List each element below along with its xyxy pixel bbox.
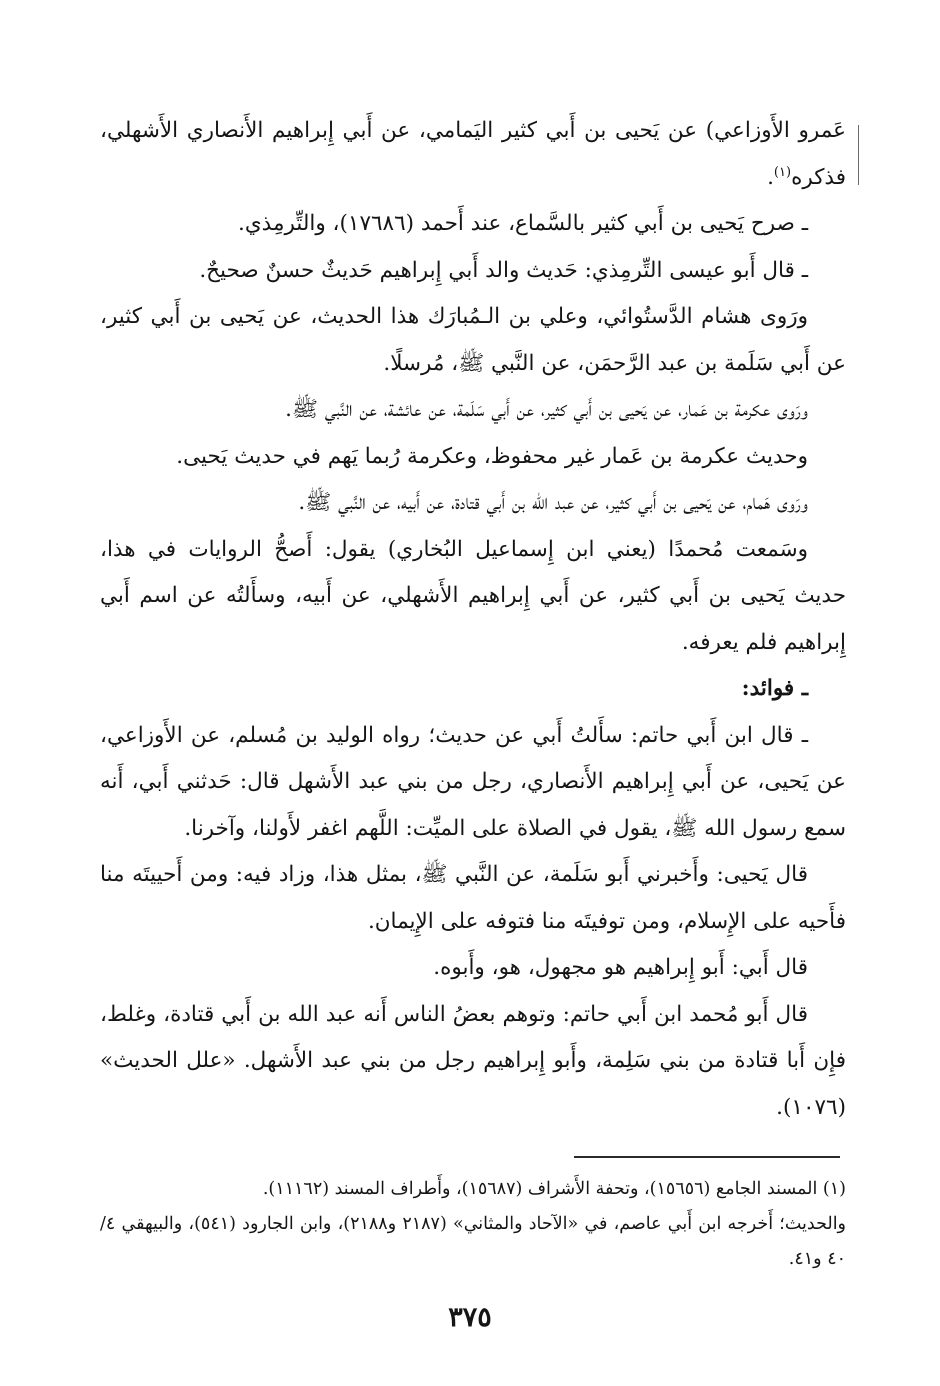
- paragraph-3: ـ قال أَبو عيسى التِّرمِذي: حَديث والد أَبي إِبراهيم حَديثٌ حسنٌ صحيحٌ.: [199, 257, 808, 283]
- benefits-heading: ـ فوائد:: [741, 676, 808, 701]
- paragraph-12: قال أَبو مُحمد ابن أَبي حاتم: وتوهم بعضُ الناس أَنه عبد الله بن أَبي قتادة، وغلط، فإِن أَبا قتادة من بني سَلِمة، وأَبو إِبراهيم رجل من بني عبد الأَشهل. «علل الحديث» (١٠٧٦).: [100, 1001, 846, 1120]
- main-text: [100, 108, 846, 1131]
- footnote-divider: [574, 1156, 840, 1158]
- paragraph-1: عَمرو الأَوزاعي) عن يَحيى بن أَبي كثير اليَمامي، عن أَبي إِبراهيم الأَنصاري الأَشهلي، فذكره$^{(١)}$.: [100, 118, 846, 190]
- paragraph-9: ـ قال ابن أَبي حاتم: سأَلتُ أَبي عن حديث؛ رواه الوليد بن مُسلم، عن الأَوزاعي، عن يَحيى، عن أَبي إِبراهيم الأَنصاري، رجل من بني عبد الأَشهل قال: حَدثني أَبي، أَنه سمع رسول الله ﷺ، يقول في الصلاة على الميِّت: اللَّهم اغفر لأَولنا، وآخرنا.: [100, 722, 846, 841]
- margin-mark: [858, 125, 859, 185]
- paragraph-5: ورَوى عكرمة بن عَمار، عن يَحيى بن أَبي كثير، عن أَبي سَلَمة، عن عائشة، عن النَّبي ﷺ.: [285, 397, 808, 422]
- paragraph-11: قال أَبي: أَبو إِبراهيم هو مجهول، هو، وأَبوه.: [433, 955, 808, 980]
- footnotes: [100, 1172, 846, 1277]
- page-number: ٣٧٥: [448, 1302, 492, 1333]
- footnote-2: والحديث؛ أَخرجه ابن أَبي عاصم، في «الآحاد والمثاني» (٢١٨٧ و٢١٨٨)، وابن الجارود (٥٤١)، والبيهقي ٤/ ٤٠ و٤١.: [100, 1214, 847, 1269]
- paragraph-10: قال يَحيى: وأَخبرني أَبو سَلَمة، عن النَّبي ﷺ، بمثل هذا، وزاد فيه: ومن أَحييتَه منا فأَحيه على الإِسلام، ومن توفيتَه منا فتوفه على الإِيمان.: [100, 862, 846, 934]
- paragraph-8: وسَمعت مُحمدًا (يعني ابن إِسماعيل البُخاري) يقول: أَصحُّ الروايات في هذا، حديث يَحيى بن أَبي كثير، عن أَبي إِبراهيم الأَشهلي، عن أَبيه، وسأَلتُه عن اسم أَبي إِبراهيم فلم يعرفه.: [100, 536, 846, 655]
- paragraph-2: ـ صرح يَحيى بن أَبي كثير بالسَّماع، عند أَحمد (١٧٦٨٦)، والتِّرمِذي.: [238, 211, 808, 236]
- paragraph-4: ورَوى هشام الدَّستُوائي، وعلي بن الـمُبارَك هذا الحديث، عن يَحيى بن أَبي كثير، عن أَبي سَلَمة بن عبد الرَّحمَن، عن النَّبي ﷺ، مُرسلًا.: [100, 304, 846, 376]
- paragraph-7: ورَوى هَمام، عن يَحيى بن أَبي كثير، عن عبد الله بن أَبي قتادة، عن أَبيه، عن النَّبي ﷺ.: [298, 490, 808, 515]
- footnote-ref: (١): [773, 164, 792, 180]
- footnote-1: (١) المسند الجامع (١٥٦٥٦)، وتحفة الأَشراف (١٥٦٨٧)، وأَطراف المسند (١١١٦٢).: [262, 1179, 846, 1199]
- paragraph-6: وحديث عكرمة بن عَمار غير محفوظ، وعكرمة رُبما يَهم في حديث يَحيى.: [176, 443, 808, 469]
